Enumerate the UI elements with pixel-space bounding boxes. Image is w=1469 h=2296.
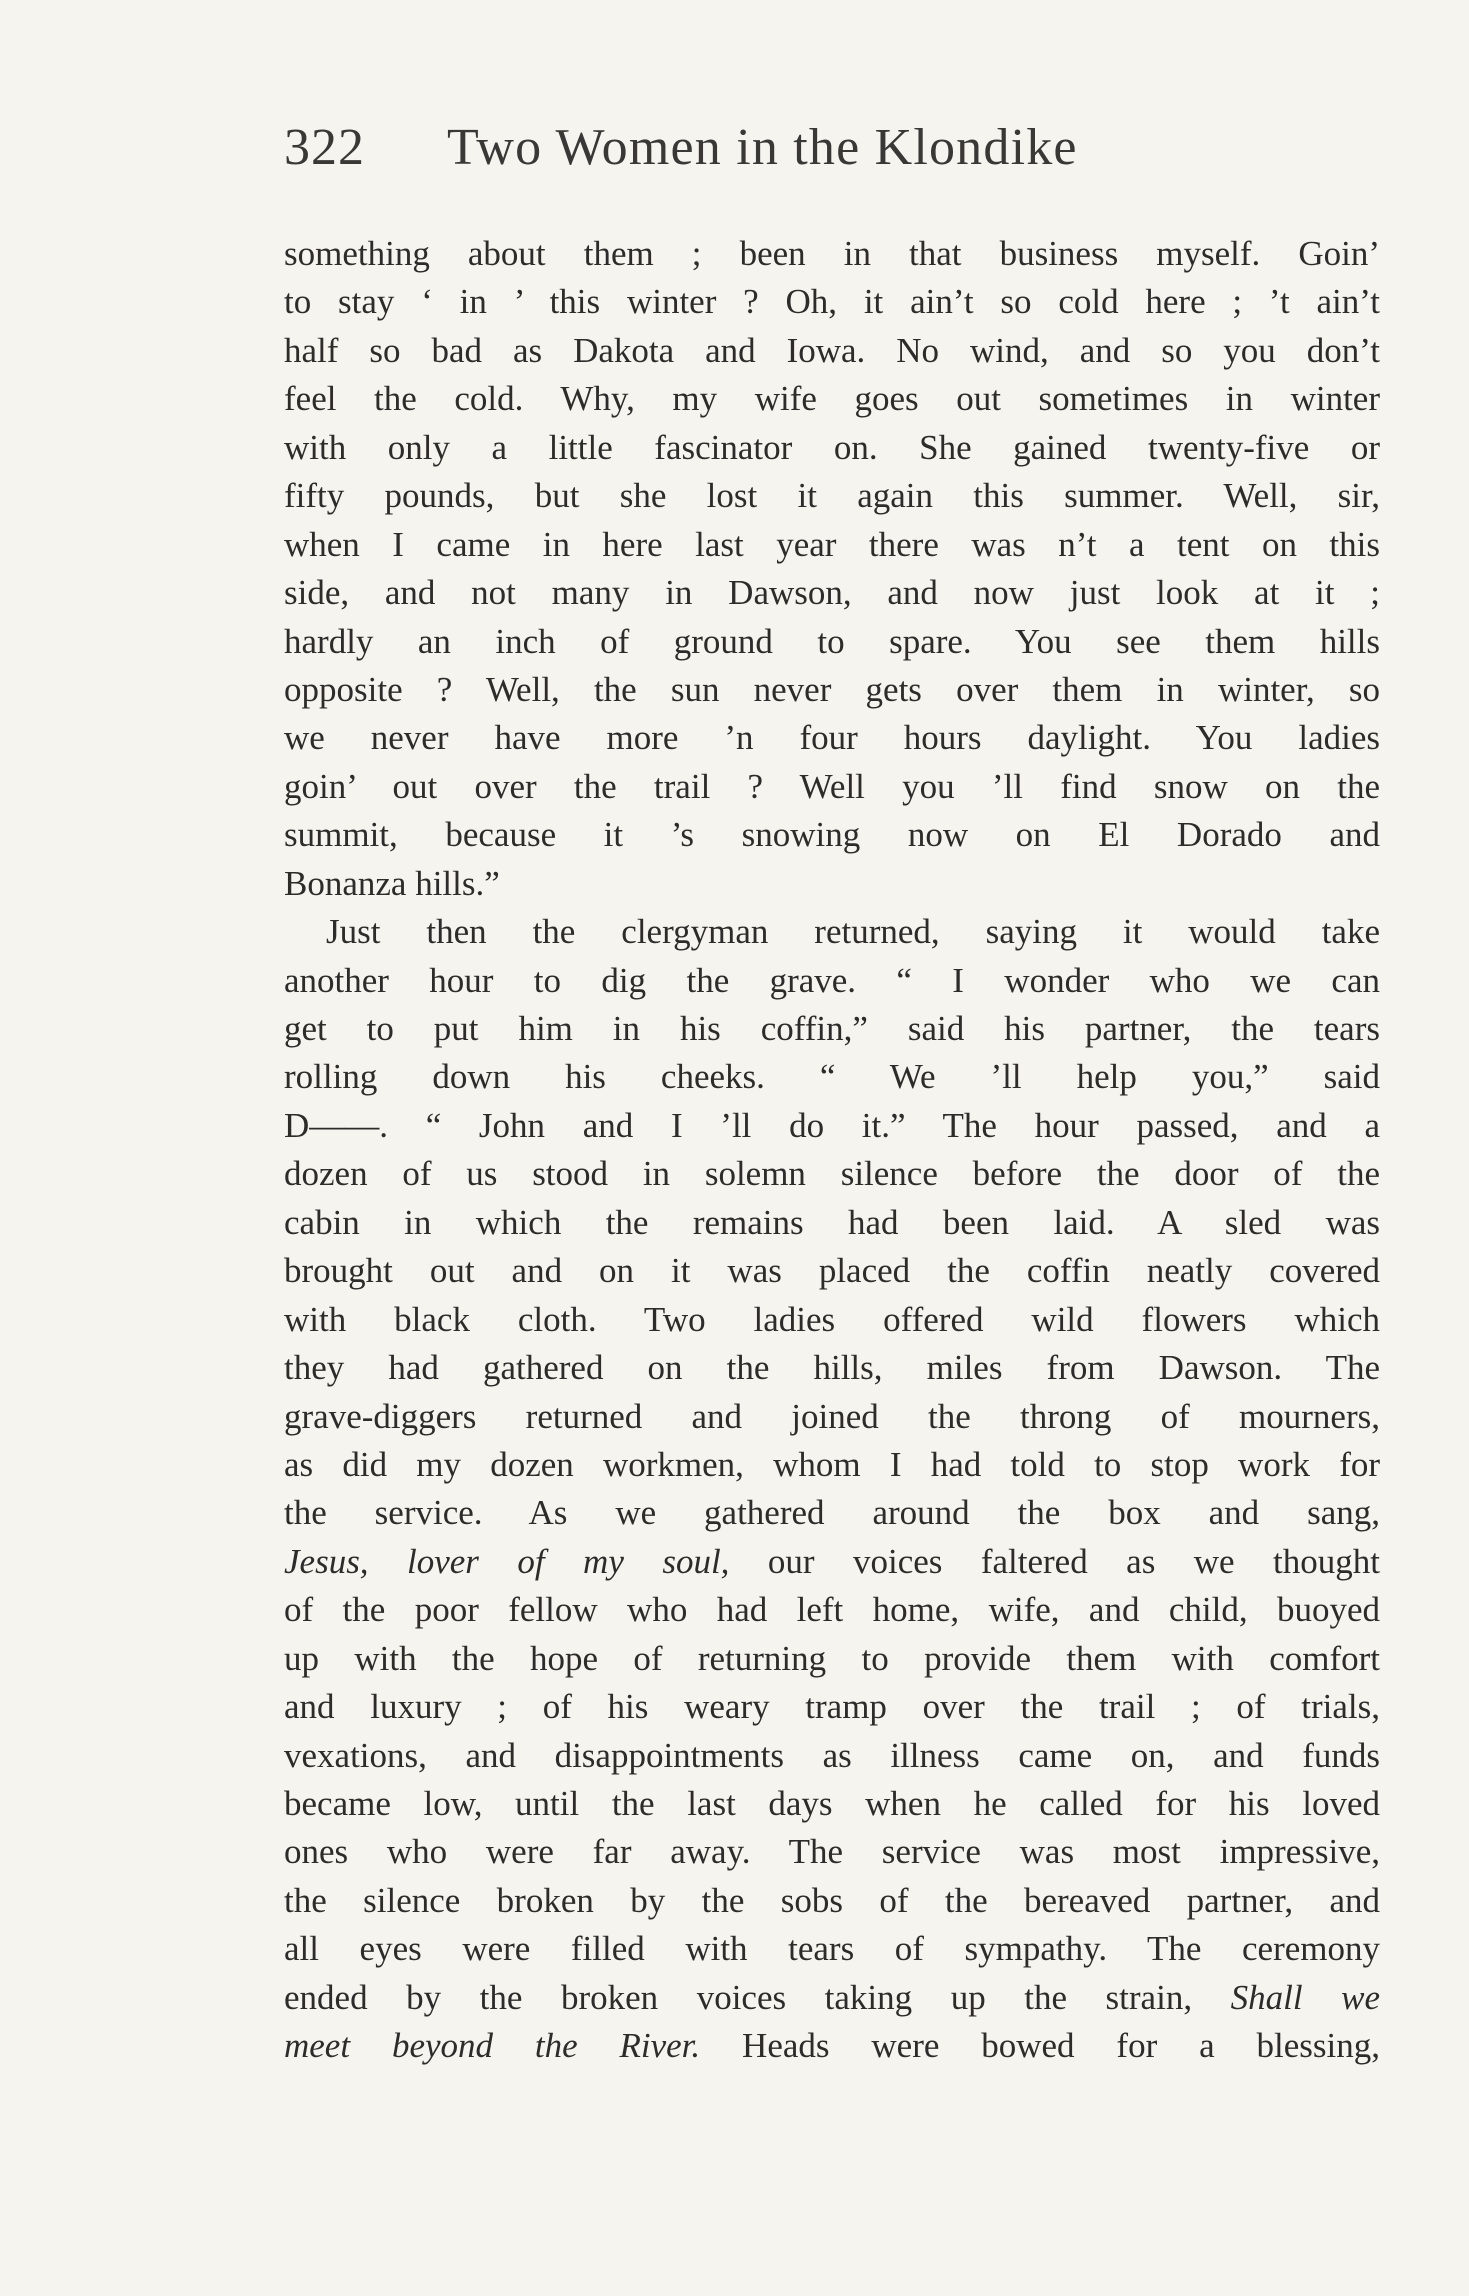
text-line: summit, because it ’s snowing now on El Dorado and [284, 815, 1380, 855]
text-segment: ended by the broken voices taking up the strain, [284, 1977, 1193, 2017]
text-line: and luxury ; of his weary tramp over the trail ; of trials, [284, 1687, 1380, 1727]
text-line: feel the cold. Why, my wife goes out sometimes in winter [284, 379, 1380, 419]
text-line: goin’ out over the trail ? Well you ’ll find snow on the [284, 766, 1380, 806]
running-head: Two Women in the Klondike [447, 119, 1078, 176]
text-line: ones who were far away. The service was most impressive, [284, 1832, 1380, 1872]
text-line: with black cloth. Two ladies offered wild flowers which [284, 1299, 1380, 1339]
text-line: as did my dozen workmen, whom I had told to stop work for [284, 1444, 1380, 1484]
text-line: hardly an inch of ground to spare. You see them hills [284, 621, 1380, 661]
body-text [284, 230, 1380, 2071]
text-line [284, 2022, 1380, 2070]
text-line: became low, until the last days when he called for his loved [284, 1784, 1380, 1823]
text-segment: Heads were bowed for a blessing, [700, 2026, 1380, 2066]
text-line: they had gathered on the hills, miles from Dawson. The [284, 1348, 1380, 1388]
text-line: side, and not many in Dawson, and now just look at it ; [284, 573, 1380, 613]
text-line: we never have more ’n four hours daylight. You ladies [284, 718, 1380, 758]
text-line: vexations, and disappointments as illness came on, and funds [284, 1735, 1380, 1775]
text-line: when I came in here last year there was n’t a tent on this [284, 524, 1380, 564]
text-line: up with the hope of returning to provide them with comfort [284, 1638, 1380, 1678]
text-line: Bonanza hills.” [284, 863, 500, 903]
text-line: rolling down his cheeks. “ We ’ll help you,” said [284, 1057, 1380, 1097]
page-header [284, 112, 1224, 184]
italic-hymn-title: Shall we [1192, 1977, 1381, 2017]
italic-hymn-title: Jesus, lover of my soul, [284, 1541, 730, 1581]
text-line: half so bad as Dakota and Iowa. No wind, and so you don’t [284, 330, 1380, 370]
text-line: of the poor fellow who had left home, wife, and child, buoyed [284, 1590, 1380, 1630]
text-line: another hour to dig the grave. “ I wonder who we can [284, 960, 1380, 1000]
text-line: cabin in which the remains had been laid. A sled was [284, 1202, 1380, 1242]
text-line: the silence broken by the sobs of the bereaved partner, and [284, 1880, 1380, 1920]
text-line: the service. As we gathered around the box and sang, [284, 1493, 1380, 1533]
text-line: get to put him in his coffin,” said his partner, the tears [284, 1009, 1380, 1048]
text-line: with only a little fascinator on. She gained twenty-five or [284, 427, 1380, 467]
text-line: brought out and on it was placed the coffin neatly covered [284, 1251, 1380, 1291]
text-line: D——. “ John and I ’ll do it.” The hour passed, and a [284, 1105, 1380, 1145]
text-line: Just then the clergyman returned, saying it would take [326, 912, 1380, 952]
text-line: to stay ‘ in ’ this winter ? Oh, it ain’t so cold here ; ’t ain’t [284, 282, 1380, 322]
italic-hymn-title: meet beyond the River. [284, 2026, 701, 2066]
text-line [284, 1538, 1380, 1586]
text-line: all eyes were filled with tears of sympathy. The ceremony [284, 1929, 1380, 1969]
text-line: fifty pounds, but she lost it again this summer. Well, sir, [284, 476, 1380, 516]
text-segment: our voices faltered as we thought [729, 1541, 1380, 1581]
text-line: dozen of us stood in solemn silence before the door of the [284, 1154, 1380, 1194]
text-line: grave-diggers returned and joined the throng of mourners, [284, 1396, 1380, 1436]
page-number: 322 [284, 119, 365, 176]
text-line: opposite ? Well, the sun never gets over them in winter, so [284, 669, 1380, 709]
text-line: something about them ; been in that business myself. Goin’ [284, 234, 1380, 273]
text-line [284, 1974, 1380, 2022]
